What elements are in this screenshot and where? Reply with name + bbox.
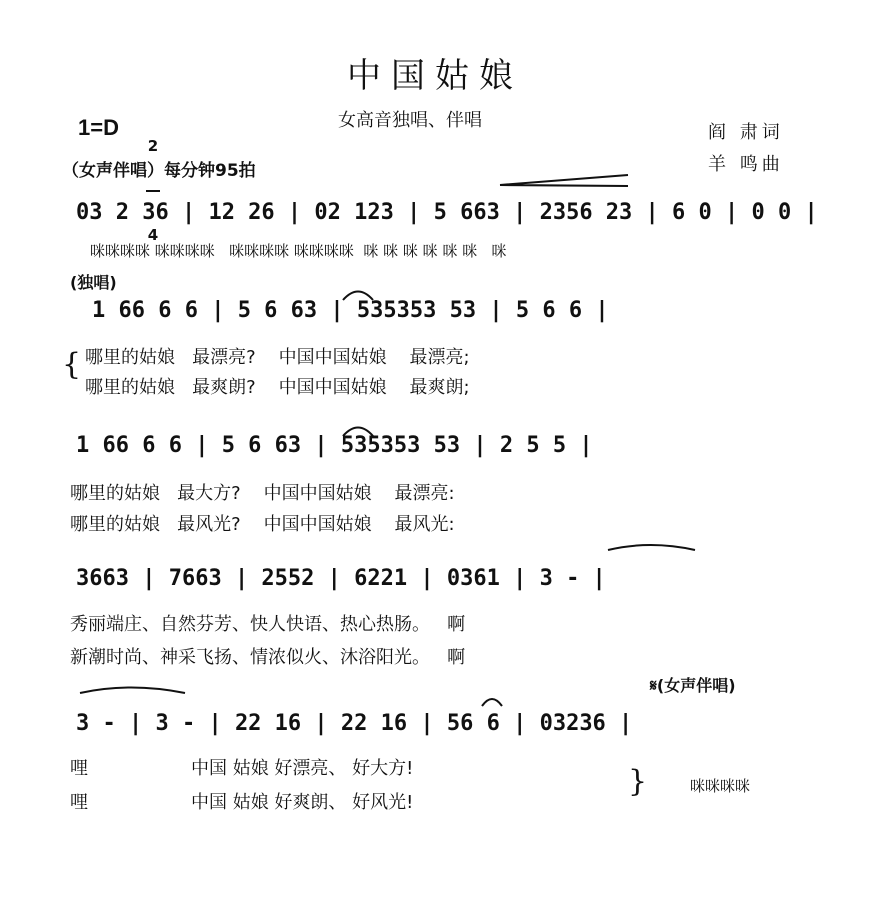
aside-lyric: 咪咪咪咪: [690, 777, 751, 795]
slur-row-5b: [482, 699, 502, 706]
slur-row-5a: [80, 688, 185, 694]
notation-row-2: 1 66 6 6 | 5 6 63 | 535353 53 | 5 6 6 |: [92, 298, 609, 323]
song-title: 中国姑娘: [347, 56, 523, 96]
slur-row-2: [343, 292, 373, 301]
lyric-row-5b: 哩 中国 姑娘 好爽朗、 好风光!: [70, 792, 414, 813]
coda-label: 𝄋(女声伴唱): [650, 676, 736, 695]
key-signature: 1=D: [78, 115, 119, 140]
slur-row-4: [608, 545, 695, 550]
slur-row-3: [343, 428, 373, 437]
lyric-row-2a: 哪里的姑娘 最漂亮? 中国中国姑娘 最漂亮;: [85, 347, 470, 368]
notation-row-3: 1 66 6 6 | 5 6 63 | 535353 53 | 2 5 5 |: [76, 433, 593, 458]
lyric-row-4b: 新潮时尚、神采飞扬、情浓似火、沐浴阳光。 啊: [70, 647, 466, 668]
song-subtitle: 女高音独唱、伴唱: [338, 110, 482, 131]
solo-label: (独唱): [70, 273, 117, 292]
time-signature-bottom: 4: [147, 226, 159, 244]
lyricist-credit: 阎 肃词: [708, 122, 784, 143]
lyric-row-1: 咪咪咪咪 咪咪咪咪 咪咪咪咪 咪咪咪咪 咪 咪 咪 咪 咪 咪 咪: [90, 242, 507, 260]
lyric-row-3a: 哪里的姑娘 最大方? 中国中国姑娘 最漂亮:: [70, 483, 455, 504]
verse-brace: {: [62, 347, 82, 382]
lyric-row-5a: 哩 中国 姑娘 好漂亮、 好大方!: [70, 758, 414, 779]
time-signature-top: 2: [147, 137, 159, 155]
closing-brace: }: [628, 764, 648, 799]
lyric-row-4a: 秀丽端庄、自然芬芳、快人快语、热心热肠。 啊: [70, 614, 466, 635]
crescendo-mark: [500, 175, 628, 186]
notation-row-4: 3663 | 7663 | 2552 | 6221 | 0361 | 3 - |: [76, 566, 606, 591]
notation-row-1: 03 2 36 | 12 26 | 02 123 | 5 663 | 2356 23 | 6 0 | 0 0 |: [76, 200, 818, 225]
composer-credit: 羊 鸣曲: [708, 154, 784, 175]
lyric-row-3b: 哪里的姑娘 最风光? 中国中国姑娘 最风光:: [70, 514, 455, 535]
notation-row-5: 3 - | 3 - | 22 16 | 22 16 | 56 6 | 03236 |: [76, 711, 633, 736]
tempo-marking: （女声伴唱）每分钟95拍: [62, 161, 256, 181]
lyric-row-2b: 哪里的姑娘 最爽朗? 中国中国姑娘 最爽朗;: [85, 377, 470, 398]
